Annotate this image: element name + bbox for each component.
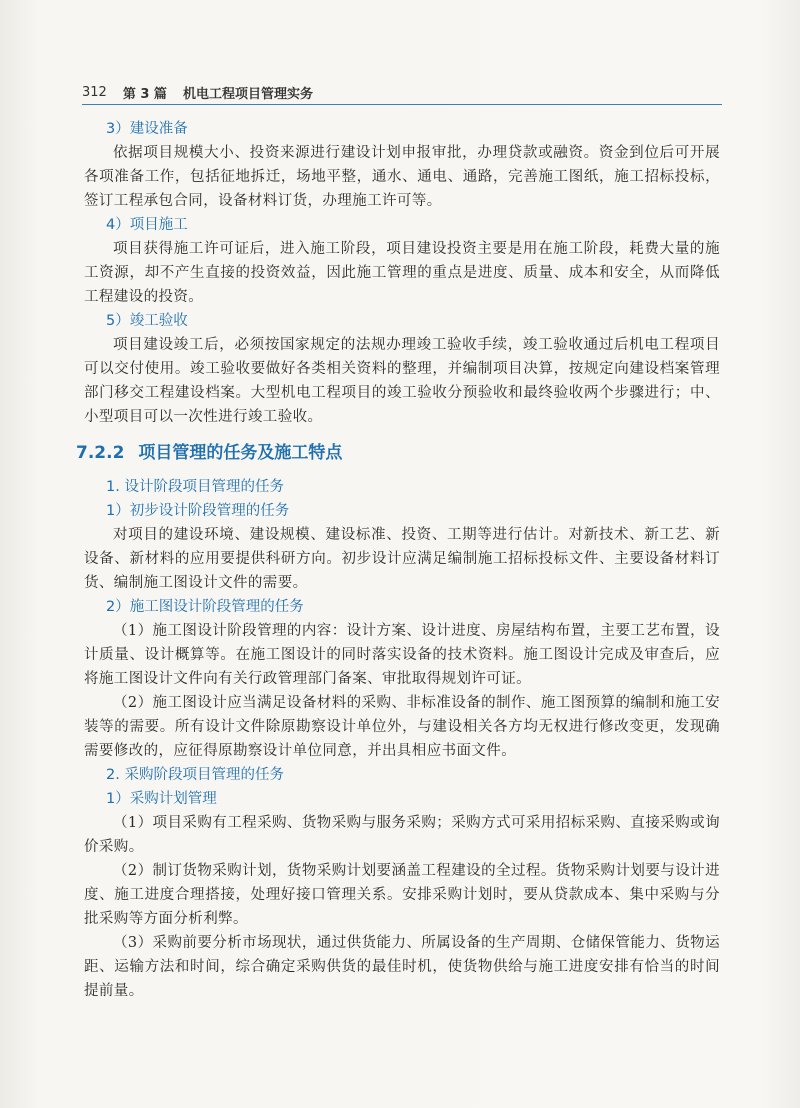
paragraph: （1）施工图设计阶段管理的内容：设计方案、设计进度、房屋结构布置，主要工艺布置，设计质量、设计概算等。在施工图设计的同时落实设备的技术资料。施工图设计完成及审查后，应将施工图设计文件向有关行政管理部门备案、审批取得规划许可证。: [84, 623, 720, 687]
section-number: 7.2.2: [76, 443, 125, 463]
section-heading: [76, 441, 720, 465]
heading-level3: 2. 采购阶段项目管理的任务: [106, 767, 284, 783]
paragraph: 项目获得施工许可证后，进入施工阶段，项目建设投资主要是用在施工阶段，耗费大量的施工资源，却不产生直接的投资效益，因此施工管理的重点是进度、质量、成本和安全，从而降低工程建设的投资。: [84, 241, 720, 305]
subheading: 2）施工图设计阶段管理的任务: [106, 599, 304, 615]
running-header: [82, 80, 722, 104]
paragraph: （3）采购前要分析市场现状，通过供货能力、所属设备的生产周期、仓储保管能力、货物运距、运输方法和时间，综合确定采购供货的最佳时机，使货物供给与施工进度安排有恰当的时间提前量。: [84, 935, 720, 999]
subheading: 4）项目施工: [106, 217, 188, 233]
subheading: 3）建设准备: [106, 121, 188, 137]
part-label: 第 3 篇: [122, 86, 167, 102]
subheading: 5）竣工验收: [106, 313, 188, 329]
page-number: 312: [82, 84, 107, 100]
subheading: 1）初步设计阶段管理的任务: [106, 503, 290, 519]
paragraph: （1）项目采购有工程采购、货物采购与服务采购；采购方式可采用招标采购、直接采购或询价采购。: [84, 815, 720, 855]
page-body: [76, 117, 720, 1003]
section-title: 项目管理的任务及施工特点: [138, 443, 343, 463]
paragraph: （2）施工图设计应当满足设备材料的采购、非标准设备的制作、施工图预算的编制和施工安装等的需要。所有设计文件除原勘察设计单位外，与建设相关各方均无权进行修改变更，发现确需要修改的，应征得原勘察设计单位同意，并出具相应书面文件。: [84, 695, 720, 759]
paragraph: 依据项目规模大小、投资来源进行建设计划申报审批，办理贷款或融资。资金到位后可开展各项准备工作，包括征地拆迁，场地平整，通水、通电、通路，完善施工图纸，施工招标投标，签订工程承包合同，设备材料订货，办理施工许可等。: [84, 145, 720, 209]
chapter-title: 机电工程项目管理实务: [182, 86, 313, 102]
paragraph: （2）制订货物采购计划，货物采购计划要涵盖工程建设的全过程。货物采购计划要与设计进度、施工进度合理搭接，处理好接口管理关系。安排采购计划时，要从贷款成本、集中采购与分批采购等方面分析利弊。: [84, 863, 720, 927]
header-divider: [82, 104, 722, 105]
paragraph: 项目建设竣工后，必须按国家规定的法规办理竣工验收手续，竣工验收通过后机电工程项目可以交付使用。竣工验收要做好各类相关资料的整理，并编制项目决算，按规定向建设档案管理部门移交工程建设档案。大型机电工程项目的竣工验收分预验收和最终验收两个步骤进行；中、小型项目可以一次性进行竣工验收。: [84, 337, 720, 425]
heading-level3: 1. 设计阶段项目管理的任务: [106, 479, 284, 495]
subheading: 1）采购计划管理: [106, 791, 217, 807]
paragraph: 对项目的建设环境、建设规模、建设标准、投资、工期等进行估计。对新技术、新工艺、新设备、新材料的应用要提供科研方向。初步设计应满足编制施工招标投标文件、主要设备材料订货、编制施工图设计文件的需要。: [84, 527, 720, 591]
